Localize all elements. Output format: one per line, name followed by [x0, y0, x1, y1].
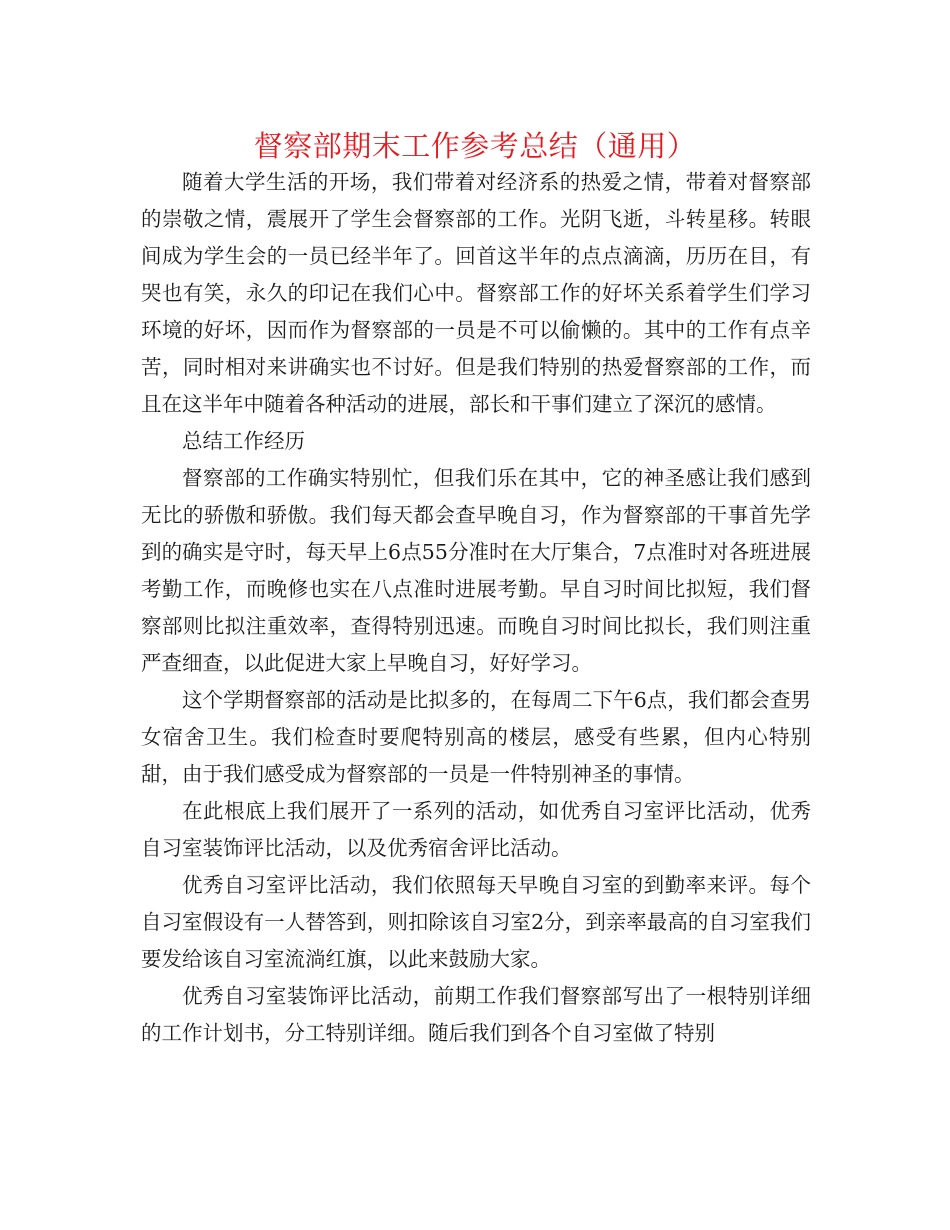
paragraph-daily-duties: 督察部的工作确实特别忙，但我们乐在其中，它的神圣感让我们感到无比的骄傲和骄傲。我们每天都会查早晚自习，作为督察部的干事首先学到的确实是守时，每天早上6点55分准时在大厅集合，7点准时对各班进展考勤工作，而晚修也实在八点准时进展考勤。早自习时间比拟短，我们督察部则比拟注重效率，查得特别迅速。而晚自习时间比拟长，我们则注重严查细查，以此促进大家上早晚自习，好好学习。 — [141, 466, 811, 675]
paragraph-intro: 随着大学生活的开场，我们带着对经济系的热爱之情，带着对督察部的崇敬之情，震展开了学生会督察部的工作。光阴飞逝，斗转星移。转眼间成为学生会的一员已经半年了。回首这半年的点点滴滴，历历在目，有哭也有笑，永久的印记在我们心中。督察部工作的好坏关系着学生们学习环境的好坏，因而作为督察部的一员是不可以偷懒的。其中的工作有点辛苦，同时相对来讲确实也不讨好。但是我们特别的热爱督察部的工作，而且在这半年中随着各种活动的进展，部长和干事们建立了深沉的感情。 — [141, 170, 811, 416]
document-title: 督察部期末工作参考总结（通用） — [253, 129, 697, 163]
document-body — [141, 164, 811, 1052]
paragraph-study-room-contest: 优秀自习室评比活动，我们依照每天早晚自习室的到勤率来评。每个自习室假设有一人替答到，则扣除该自习室2分，到亲率最高的自习室我们要发给该自习室流淌红旗，以此来鼓励大家。 — [141, 873, 811, 971]
paragraph-dorm-inspection: 这个学期督察部的活动是比拟多的，在每周二下午6点，我们都会查男女宿舍卫生。我们检查时要爬特别高的楼层，感受有些累，但内心特别甜，由于我们感受成为督察部的一员是一件特别神圣的事情。 — [141, 688, 811, 786]
section-heading: 总结工作经历 — [182, 429, 305, 453]
paragraph-activities: 在此根底上我们展开了一系列的活动，如优秀自习室评比活动，优秀自习室装饰评比活动，以及优秀宿舍评比活动。 — [141, 799, 811, 860]
paragraph-decoration-contest: 优秀自习室装饰评比活动，前期工作我们督察部写出了一根特别详细的工作计划书，分工特别详细。随后我们到各个自习室做了特别 — [141, 984, 811, 1045]
